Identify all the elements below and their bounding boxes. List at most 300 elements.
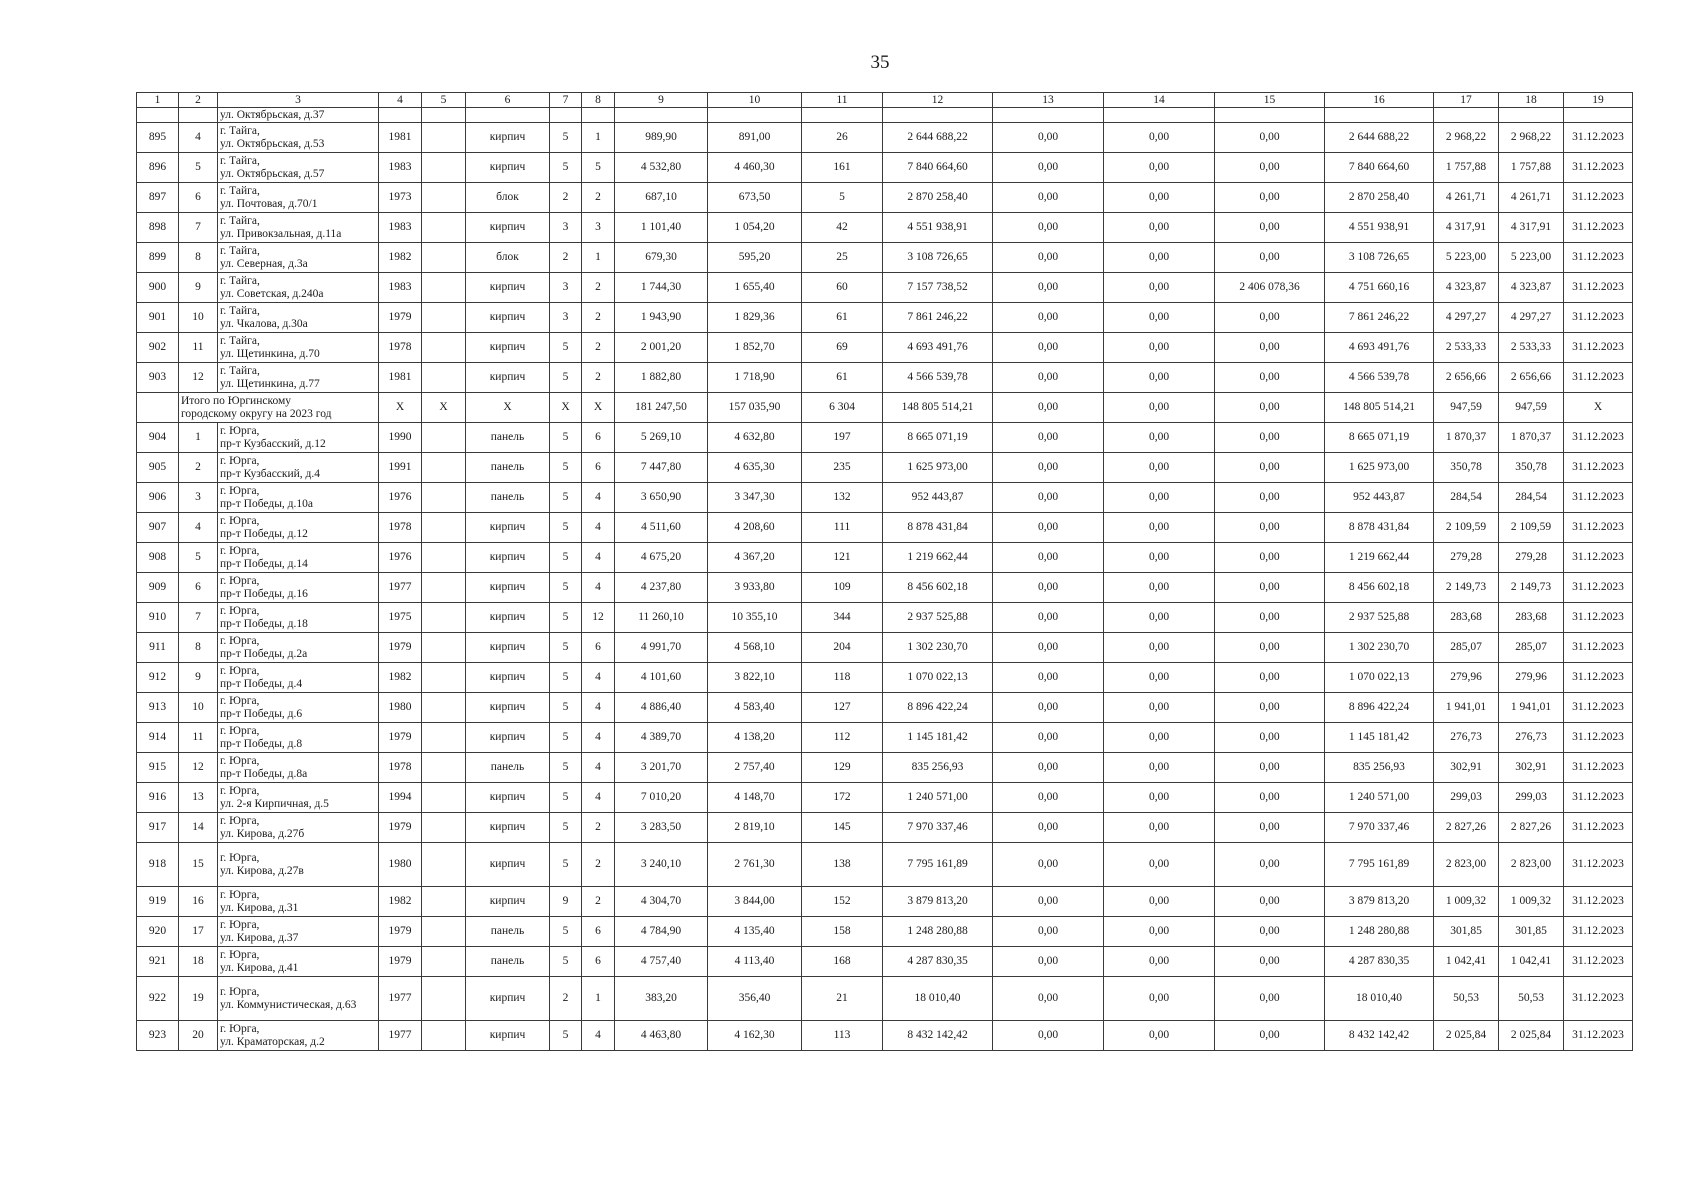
total-cost: 835 256,93 [883, 753, 993, 783]
row-number: 899 [137, 243, 179, 273]
residents-count: 168 [802, 947, 883, 977]
column-13: 0,00 [993, 603, 1104, 633]
completion-date: 31.12.2023 [1564, 483, 1633, 513]
entrances-count: 3 [582, 213, 615, 243]
column-5 [422, 273, 466, 303]
entrances-count: 4 [582, 573, 615, 603]
column-13: 0,00 [993, 273, 1104, 303]
column-17: 2 149,73 [1434, 573, 1499, 603]
column-14: 0,00 [1104, 273, 1215, 303]
column-number: 12 [883, 93, 993, 108]
row-number: 896 [137, 153, 179, 183]
column-16: 8 432 142,42 [1325, 1021, 1434, 1051]
residents-count: 158 [802, 917, 883, 947]
year-built: 1975 [379, 603, 422, 633]
floors-count: 5 [550, 603, 582, 633]
address-street: ул. Кирова, д.27в [220, 864, 304, 877]
total-cost: 8 878 431,84 [883, 513, 993, 543]
entrances-count: 2 [582, 333, 615, 363]
total-area: 4 784,90 [615, 917, 708, 947]
column-5 [422, 813, 466, 843]
floors-count: 5 [550, 843, 582, 887]
year-built: 1983 [379, 273, 422, 303]
column-16: 18 010,40 [1325, 977, 1434, 1021]
living-area: 10 355,10 [708, 603, 802, 633]
address-cell [218, 453, 379, 483]
residents-count: 25 [802, 243, 883, 273]
address-street: пр-т Кузбасский, д.4 [220, 467, 321, 480]
living-area: 1 852,70 [708, 333, 802, 363]
total-cost: 1 240 571,00 [883, 783, 993, 813]
row-number: 900 [137, 273, 179, 303]
total-cost: 952 443,87 [883, 483, 993, 513]
table-row [137, 947, 1633, 977]
column-18: 276,73 [1499, 723, 1564, 753]
living-area: 2 761,30 [708, 843, 802, 887]
column-17: 2 823,00 [1434, 843, 1499, 887]
column-18: 2 025,84 [1499, 1021, 1564, 1051]
address-street: ул. Чкалова, д.30а [220, 317, 308, 330]
table-row [137, 753, 1633, 783]
total-cost: 8 665 071,19 [883, 423, 993, 453]
address-street: ул. Кирова, д.37 [220, 931, 299, 944]
wall-material: кирпич [466, 333, 550, 363]
address-city: г. Юрга, [220, 724, 260, 737]
total-cost: 1 625 973,00 [883, 453, 993, 483]
column-18: 2 533,33 [1499, 333, 1564, 363]
year-built: 1982 [379, 243, 422, 273]
wall-material: кирпич [466, 123, 550, 153]
table-row [137, 917, 1633, 947]
address-cell [218, 1021, 379, 1051]
column-16: 1 145 181,42 [1325, 723, 1434, 753]
floors-count: 5 [550, 663, 582, 693]
residents-count: 344 [802, 603, 883, 633]
column-16: 7 970 337,46 [1325, 813, 1434, 843]
column-5 [422, 843, 466, 887]
address-street: пр-т Победы, д.2а [220, 647, 308, 660]
total-area: 4 886,40 [615, 693, 708, 723]
column-number: 10 [708, 93, 802, 108]
year-built: 1980 [379, 843, 422, 887]
year-built: 1979 [379, 917, 422, 947]
wall-material: кирпич [466, 843, 550, 887]
column-15: 0,00 [1215, 917, 1325, 947]
column-15: 0,00 [1215, 753, 1325, 783]
total-label-line: Итого по Юргинскому [181, 394, 292, 407]
index-in-district: 8 [179, 633, 218, 663]
total-c12: 148 805 514,21 [883, 393, 993, 423]
floors-count: 5 [550, 423, 582, 453]
total-area: 1 882,80 [615, 363, 708, 393]
floors-count: 5 [550, 123, 582, 153]
column-16: 952 443,87 [1325, 483, 1434, 513]
total-cost: 3 108 726,65 [883, 243, 993, 273]
wall-material: кирпич [466, 977, 550, 1021]
column-16: 8 665 071,19 [1325, 423, 1434, 453]
living-area: 4 460,30 [708, 153, 802, 183]
entrances-count: 1 [582, 123, 615, 153]
district-total-row [137, 393, 1633, 423]
entrances-count: 6 [582, 917, 615, 947]
floors-count: 3 [550, 273, 582, 303]
column-5 [422, 693, 466, 723]
column-18: 2 827,26 [1499, 813, 1564, 843]
completion-date: 31.12.2023 [1564, 723, 1633, 753]
column-13: 0,00 [993, 243, 1104, 273]
year-built: 1982 [379, 663, 422, 693]
column-17: 50,53 [1434, 977, 1499, 1021]
column-18: 279,28 [1499, 543, 1564, 573]
total-area: 4 757,40 [615, 947, 708, 977]
completion-date: 31.12.2023 [1564, 663, 1633, 693]
column-15: 0,00 [1215, 453, 1325, 483]
column-13: 0,00 [993, 693, 1104, 723]
living-area: 4 113,40 [708, 947, 802, 977]
address-street: пр-т Победы, д.6 [220, 707, 303, 720]
table-row [137, 423, 1633, 453]
total-cost: 7 157 738,52 [883, 273, 993, 303]
column-18: 350,78 [1499, 453, 1564, 483]
residents-count: 204 [802, 633, 883, 663]
column-16: 4 551 938,91 [1325, 213, 1434, 243]
column-5 [422, 453, 466, 483]
column-18: 50,53 [1499, 977, 1564, 1021]
column-number: 4 [379, 93, 422, 108]
index-in-district: 18 [179, 947, 218, 977]
column-5 [422, 183, 466, 213]
column-15: 0,00 [1215, 843, 1325, 887]
living-area: 891,00 [708, 123, 802, 153]
address-cell [218, 843, 379, 887]
year-built: 1980 [379, 693, 422, 723]
column-14: 0,00 [1104, 917, 1215, 947]
column-15: 0,00 [1215, 243, 1325, 273]
total-area: 4 511,60 [615, 513, 708, 543]
living-area: 1 655,40 [708, 273, 802, 303]
total-c7: X [550, 393, 582, 423]
floors-count: 5 [550, 813, 582, 843]
total-area: 4 237,80 [615, 573, 708, 603]
total-area: 1 943,90 [615, 303, 708, 333]
column-17: 1 042,41 [1434, 947, 1499, 977]
column-18: 1 870,37 [1499, 423, 1564, 453]
total-area: 4 101,60 [615, 663, 708, 693]
entrances-count: 4 [582, 753, 615, 783]
row-number: 914 [137, 723, 179, 753]
total-area: 4 991,70 [615, 633, 708, 663]
entrances-count: 2 [582, 363, 615, 393]
year-built: 1990 [379, 423, 422, 453]
index-in-district: 9 [179, 663, 218, 693]
total-cost: 2 870 258,40 [883, 183, 993, 213]
floors-count: 3 [550, 303, 582, 333]
address-city: г. Тайга, [220, 364, 260, 377]
total-cost: 1 145 181,42 [883, 723, 993, 753]
wall-material: кирпич [466, 723, 550, 753]
entrances-count: 6 [582, 633, 615, 663]
column-17: 1 941,01 [1434, 693, 1499, 723]
total-cost: 7 861 246,22 [883, 303, 993, 333]
column-15: 0,00 [1215, 663, 1325, 693]
column-16: 4 693 491,76 [1325, 333, 1434, 363]
completion-date: 31.12.2023 [1564, 333, 1633, 363]
column-number: 19 [1564, 93, 1633, 108]
wall-material: панель [466, 453, 550, 483]
living-area: 1 829,36 [708, 303, 802, 333]
column-16: 2 644 688,22 [1325, 123, 1434, 153]
residents-count: 138 [802, 843, 883, 887]
column-15: 0,00 [1215, 723, 1325, 753]
table-row [137, 1021, 1633, 1051]
column-16: 1 248 280,88 [1325, 917, 1434, 947]
year-built: 1979 [379, 723, 422, 753]
address-cell [218, 123, 379, 153]
address-cell [218, 333, 379, 363]
year-built: 1976 [379, 543, 422, 573]
address-cell [218, 513, 379, 543]
column-5 [422, 213, 466, 243]
table-row [137, 363, 1633, 393]
year-built: 1979 [379, 303, 422, 333]
entrances-count: 4 [582, 513, 615, 543]
completion-date: 31.12.2023 [1564, 273, 1633, 303]
address-city: г. Тайга, [220, 124, 260, 137]
column-15: 0,00 [1215, 483, 1325, 513]
table-row [137, 813, 1633, 843]
wall-material: кирпич [466, 153, 550, 183]
column-number: 16 [1325, 93, 1434, 108]
column-15: 0,00 [1215, 977, 1325, 1021]
total-c19: X [1564, 393, 1633, 423]
column-14: 0,00 [1104, 543, 1215, 573]
address-cell [218, 153, 379, 183]
column-13: 0,00 [993, 813, 1104, 843]
row-number: 908 [137, 543, 179, 573]
column-13: 0,00 [993, 483, 1104, 513]
address-cell [218, 783, 379, 813]
column-17: 276,73 [1434, 723, 1499, 753]
column-17: 4 261,71 [1434, 183, 1499, 213]
index-in-district: 10 [179, 693, 218, 723]
completion-date: 31.12.2023 [1564, 843, 1633, 887]
wall-material: кирпич [466, 693, 550, 723]
column-number: 11 [802, 93, 883, 108]
floors-count: 5 [550, 633, 582, 663]
column-13: 0,00 [993, 917, 1104, 947]
row-number: 910 [137, 603, 179, 633]
row-number: 918 [137, 843, 179, 887]
column-16: 7 840 664,60 [1325, 153, 1434, 183]
row-number: 919 [137, 887, 179, 917]
living-area: 4 135,40 [708, 917, 802, 947]
column-13: 0,00 [993, 513, 1104, 543]
column-15: 0,00 [1215, 813, 1325, 843]
floors-count: 3 [550, 213, 582, 243]
total-label [179, 393, 379, 423]
index-in-district: 16 [179, 887, 218, 917]
total-area: 1 101,40 [615, 213, 708, 243]
entrances-count: 6 [582, 453, 615, 483]
column-17: 279,28 [1434, 543, 1499, 573]
column-16: 4 287 830,35 [1325, 947, 1434, 977]
wall-material: панель [466, 947, 550, 977]
residents-count: 132 [802, 483, 883, 513]
column-18: 299,03 [1499, 783, 1564, 813]
total-area: 4 675,20 [615, 543, 708, 573]
row-number: 920 [137, 917, 179, 947]
entrances-count: 6 [582, 423, 615, 453]
residents-count: 21 [802, 977, 883, 1021]
address-cell [218, 273, 379, 303]
column-5 [422, 123, 466, 153]
floors-count: 5 [550, 723, 582, 753]
total-c17: 947,59 [1434, 393, 1499, 423]
column-13: 0,00 [993, 663, 1104, 693]
residents-count: 172 [802, 783, 883, 813]
wall-material: кирпич [466, 513, 550, 543]
entrances-count: 1 [582, 243, 615, 273]
living-area: 4 632,80 [708, 423, 802, 453]
entrances-count: 2 [582, 273, 615, 303]
total-label-line: городскому округу на 2023 год [181, 407, 332, 420]
column-number: 17 [1434, 93, 1499, 108]
column-14: 0,00 [1104, 183, 1215, 213]
completion-date: 31.12.2023 [1564, 513, 1633, 543]
column-13: 0,00 [993, 543, 1104, 573]
residents-count: 161 [802, 153, 883, 183]
address-cell [218, 423, 379, 453]
column-13: 0,00 [993, 123, 1104, 153]
completion-date: 31.12.2023 [1564, 303, 1633, 333]
entrances-count: 5 [582, 153, 615, 183]
column-13: 0,00 [993, 843, 1104, 887]
wall-material: кирпич [466, 783, 550, 813]
year-built: 1977 [379, 1021, 422, 1051]
wall-material: кирпич [466, 363, 550, 393]
column-15: 0,00 [1215, 513, 1325, 543]
entrances-count: 4 [582, 543, 615, 573]
residents-count: 109 [802, 573, 883, 603]
year-built: 1976 [379, 483, 422, 513]
column-14: 0,00 [1104, 153, 1215, 183]
entrances-count: 4 [582, 663, 615, 693]
total-cost: 4 551 938,91 [883, 213, 993, 243]
column-17: 2 533,33 [1434, 333, 1499, 363]
table-row [137, 663, 1633, 693]
table-row [137, 483, 1633, 513]
column-14: 0,00 [1104, 977, 1215, 1021]
living-area: 4 148,70 [708, 783, 802, 813]
column-5 [422, 153, 466, 183]
column-15: 0,00 [1215, 693, 1325, 723]
floors-count: 5 [550, 753, 582, 783]
living-area: 3 822,10 [708, 663, 802, 693]
total-cost: 4 287 830,35 [883, 947, 993, 977]
column-16: 8 456 602,18 [1325, 573, 1434, 603]
total-c16: 148 805 514,21 [1325, 393, 1434, 423]
column-13: 0,00 [993, 573, 1104, 603]
column-14: 0,00 [1104, 333, 1215, 363]
index-in-district: 7 [179, 603, 218, 633]
row-number: 898 [137, 213, 179, 243]
column-5 [422, 947, 466, 977]
completion-date: 31.12.2023 [1564, 153, 1633, 183]
wall-material: блок [466, 183, 550, 213]
completion-date: 31.12.2023 [1564, 453, 1633, 483]
total-area: 1 744,30 [615, 273, 708, 303]
floors-count: 5 [550, 453, 582, 483]
column-17: 285,07 [1434, 633, 1499, 663]
entrances-count: 4 [582, 483, 615, 513]
total-area: 2 001,20 [615, 333, 708, 363]
column-14: 0,00 [1104, 843, 1215, 887]
index-in-district: 5 [179, 543, 218, 573]
floors-count: 5 [550, 363, 582, 393]
floors-count: 5 [550, 483, 582, 513]
column-13: 0,00 [993, 303, 1104, 333]
column-13: 0,00 [993, 633, 1104, 663]
column-17: 5 223,00 [1434, 243, 1499, 273]
column-number: 14 [1104, 93, 1215, 108]
table-row [137, 573, 1633, 603]
column-number: 8 [582, 93, 615, 108]
column-15: 0,00 [1215, 123, 1325, 153]
column-5 [422, 753, 466, 783]
living-area: 4 162,30 [708, 1021, 802, 1051]
address-street: ул. Коммунистическая, д.63 [220, 998, 357, 1011]
total-area: 4 389,70 [615, 723, 708, 753]
column-16: 2 937 525,88 [1325, 603, 1434, 633]
column-17: 283,68 [1434, 603, 1499, 633]
wall-material: кирпич [466, 573, 550, 603]
address-city: г. Юрга, [220, 424, 260, 437]
residents-count: 129 [802, 753, 883, 783]
address-cell [218, 947, 379, 977]
address-street: ул. Привокзальная, д.11а [220, 227, 342, 240]
address-city: г. Юрга, [220, 754, 260, 767]
wall-material: кирпич [466, 887, 550, 917]
column-15: 0,00 [1215, 573, 1325, 603]
address-street: ул. Октябрьская, д.57 [220, 167, 325, 180]
address-cell [218, 917, 379, 947]
address-cell [218, 887, 379, 917]
column-15: 0,00 [1215, 153, 1325, 183]
completion-date: 31.12.2023 [1564, 573, 1633, 603]
column-14: 0,00 [1104, 573, 1215, 603]
column-18: 2 656,66 [1499, 363, 1564, 393]
table-row [137, 887, 1633, 917]
column-5 [422, 483, 466, 513]
column-18: 2 149,73 [1499, 573, 1564, 603]
completion-date: 31.12.2023 [1564, 753, 1633, 783]
residents-count: 69 [802, 333, 883, 363]
column-17: 4 317,91 [1434, 213, 1499, 243]
column-15: 0,00 [1215, 603, 1325, 633]
address-city: г. Юрга, [220, 454, 260, 467]
entrances-count: 12 [582, 603, 615, 633]
column-13: 0,00 [993, 183, 1104, 213]
column-18: 2 823,00 [1499, 843, 1564, 887]
floors-count: 5 [550, 513, 582, 543]
year-built: 1978 [379, 753, 422, 783]
completion-date: 31.12.2023 [1564, 213, 1633, 243]
address-city: г. Юрга, [220, 634, 260, 647]
entrances-count: 2 [582, 813, 615, 843]
column-15: 0,00 [1215, 363, 1325, 393]
total-c5: X [422, 393, 466, 423]
address-street: ул. Щетинкина, д.77 [220, 377, 320, 390]
